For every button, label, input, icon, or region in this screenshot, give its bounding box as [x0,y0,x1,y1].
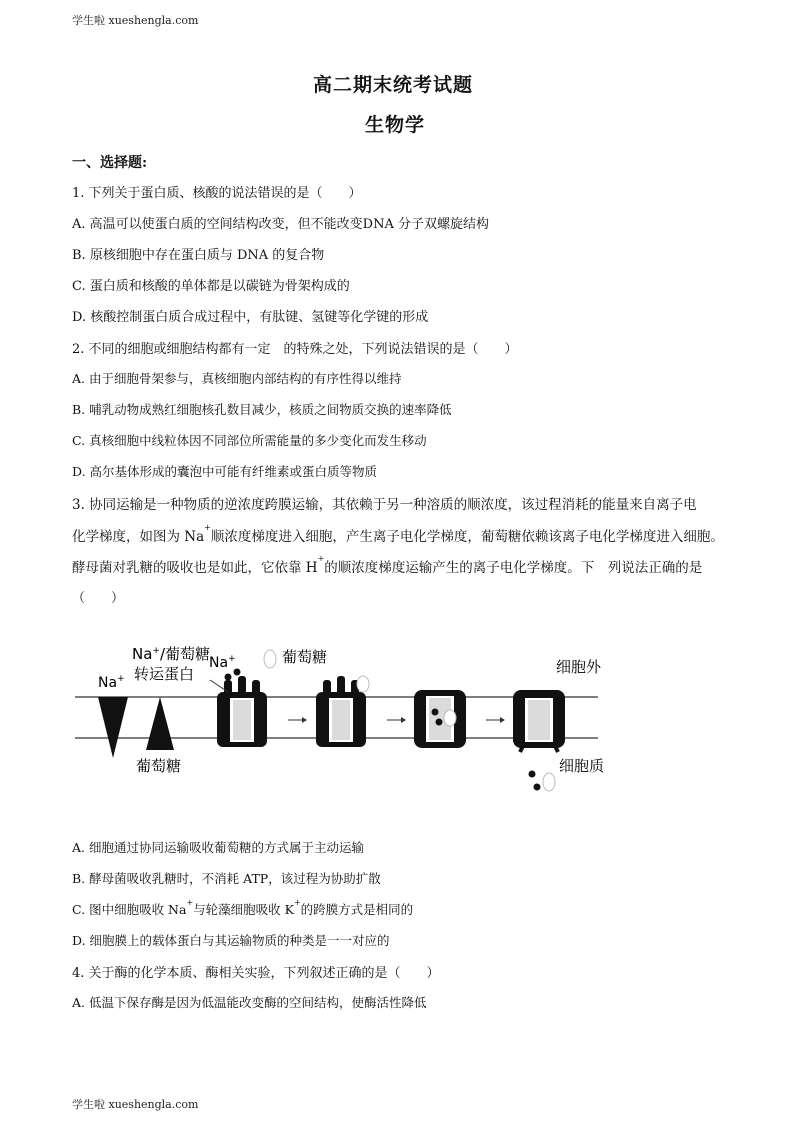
superscript-plus: + [317,554,325,563]
section-heading: 一、选择题: [72,155,148,171]
q1-option-c: C. 蛋白质和核酸的单体都是以碳链为骨架构成的 [72,279,350,294]
label-glucose-bottom: 葡萄糖 [136,757,182,775]
q1-stem: 1. 下列关于蛋白质、核酸的说法错误的是（ ） [72,186,362,201]
q3-line-3-text: 酵母菌对乳糖的吸收也是如此，它依靠 H [72,560,318,576]
transporter-stage-4 [513,690,565,752]
q4-stem: 4. 关于酶的化学本质、酶相关实验，下列叙述正确的是（ ） [72,966,440,981]
glucose-molecule [264,650,276,668]
label-na-glucose-transporter: Na+/葡萄糖 [132,645,211,663]
arrow-icon [387,717,406,723]
glucose-gradient-triangle [146,697,174,750]
q3-option-d: D. 细胞膜上的载体蛋白与其运输物质的种类是一一对应的 [72,933,390,948]
superscript-plus: + [204,523,211,532]
arrow-icon [288,717,307,723]
q2-stem: 2. 不同的细胞或细胞结构都有一定 的特殊之处，下列说法错误的是（ ） [72,342,518,357]
label-glucose-top: 葡萄糖 [282,648,328,666]
label-transporter-protein: 转运蛋白 [134,665,195,683]
na-ion [225,674,232,681]
q3-line-2-text-rest: 顺浓度梯度进入细胞，产生离子电化学梯度，葡萄糖依赖该离子电化学梯度进入细胞。 [210,529,724,545]
q3-line-2-text: 化学梯度，如图为 Na [72,529,205,545]
page-footer: 学生啦 xueshengla.com [72,1098,199,1111]
q4-option-a: A. 低温下保存酶是因为低温能改变酶的空间结构，使酶活性降低 [72,995,427,1010]
superscript-plus: + [293,898,301,907]
na-ion [529,771,536,778]
q3-line-1: 3. 协同运输是一种物质的逆浓度跨膜运输，其依赖于另一种溶质的顺浓度，该过程消耗的能量来自离子电 [72,497,697,513]
na-ion [234,669,241,676]
q1-option-d: D. 核酸控制蛋白质合成过程中，有肽键、氢键等化学键的形成 [72,310,429,325]
q3-option-b: B. 酵母菌吸收乳糖时，不消耗 ATP，该过程为协助扩散 [72,871,381,886]
q1-option-a: A. 高温可以使蛋白质的空间结构改变，但不能改变DNA 分子双螺旋结构 [72,217,489,232]
q3-option-c-text: C. 图中细胞吸收 Na [72,902,187,917]
q3-option-c [72,900,413,918]
na-gradient-triangle [98,697,128,758]
q3-option-c-text-end: 的跨膜方式是相同的 [300,902,414,917]
q2-option-c: C. 真核细胞中线粒体因不同部位所需能量的多少变化而发生移动 [72,433,427,448]
transporter-stage-1 [210,676,267,747]
q3-option-a: A. 细胞通过协同运输吸收葡萄糖的方式属于主动运输 [72,840,364,855]
cotransport-diagram [70,640,610,810]
transporter-stage-3 [414,690,466,748]
q3-line-3 [72,556,702,576]
arrow-icon [486,717,505,723]
transporter-stage-2 [316,676,369,747]
page-header: 学生啦 xueshengla.com [72,14,199,27]
q3-line-3-text-rest: 的顺浓度梯度运输产生的离子电化学梯度。下 列说法正确的是 [324,560,703,576]
q2-option-b: B. 哺乳动物成熟红细胞核孔数目减少，核质之间物质交换的速率降低 [72,402,452,417]
q3-option-c-text-mid: 与轮藻细胞吸收 K [193,902,294,917]
q2-option-d: D. 高尔基体形成的囊泡中可能有纤维素或蛋白质等物质 [72,464,378,479]
q1-option-b: B. 原核细胞中存在蛋白质与 DNA 的复合物 [72,248,325,263]
glucose-molecule [543,773,555,791]
na-ion [534,784,541,791]
subject-title: 生物学 [365,114,426,136]
superscript-plus: + [186,898,194,907]
q2-option-a: A. 由于细胞骨架参与，真核细胞内部结构的有序性得以维持 [72,371,402,386]
label-outside-cell: 细胞外 [556,658,602,676]
q3-line-2 [72,525,724,545]
label-na-top: Na+ [209,654,236,671]
label-na-left: Na+ [98,674,125,691]
q3-line-4: （ ） [72,591,125,606]
label-cytoplasm: 细胞质 [559,757,605,775]
exam-title: 高二期末统考试题 [313,74,474,96]
